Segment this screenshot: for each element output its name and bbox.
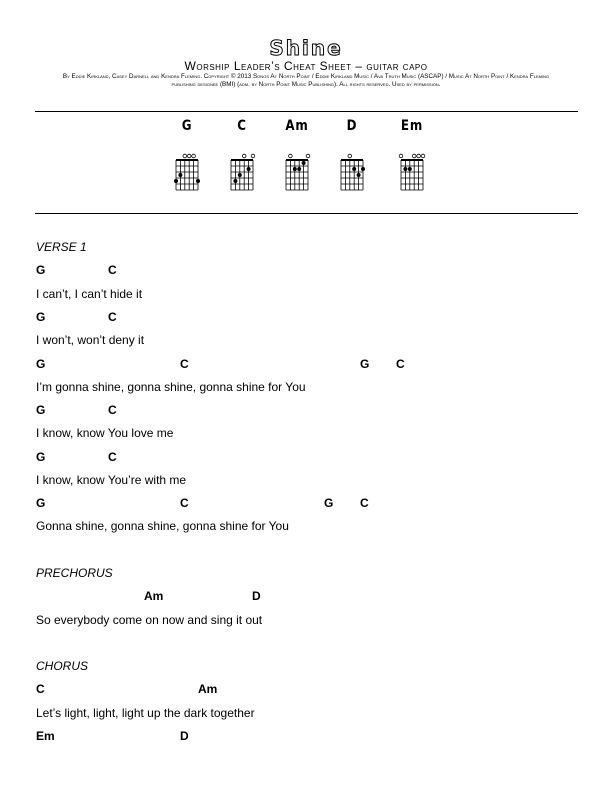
chord-diagram-am [277,118,317,192]
chord-chart [227,152,257,192]
chord: G [36,263,46,277]
chord: C [108,450,117,464]
lyric-line: I can’t, I can’t hide it [36,287,143,301]
subtitle: Worship Leader’s Cheat Sheet – guitar capo [184,59,428,73]
lyric-line: Let’s light, light, light up the dark together [36,706,255,720]
copyright-credits: By Eddie Kirkland, Casey Darnell and Kendra Fleming. Copyright © 2013 Songs At North Point / Eddie Kirkland Music / Ava Truth Music (ASCAP) / Music At North Point / Kendra Fleming publishing designee (BMI) (adm. by North Point Music Publishing). All rights reserved. Used by permission. [62,73,550,88]
chord-chart [337,152,367,192]
lyric-line: I won’t, won’t deny it [36,333,145,347]
chord: C [108,263,117,277]
chord-diagram-name: Em [400,118,424,134]
chord: C [180,496,189,510]
chord: G [36,496,46,510]
chord: G [36,310,46,324]
chord: G [36,450,46,464]
chord-diagram-em [392,118,432,192]
chord: G [36,403,46,417]
chord: C [108,310,117,324]
lyric-line: I know, know You’re with me [36,473,187,487]
song-title: Shine [269,36,343,60]
chord-diagram-name: D [346,118,358,134]
lyric-line: I’m gonna shine, gonna shine, gonna shine for You [36,380,306,394]
chord: G [324,496,334,510]
chord-diagrams [0,118,612,198]
chord-diagram-g [167,118,207,192]
chord: C [360,496,369,510]
chord: C [396,357,405,371]
chord: Am [144,589,164,603]
chord-diagram-name: G [181,118,193,134]
chord: C [36,682,45,696]
lyric-line: I know, know You love me [36,426,174,440]
chord: D [180,729,189,743]
chord-chart [397,152,427,192]
section-label-verse: VERSE 1 [36,240,87,254]
lyric-line: So everybody come on now and sing it out [36,613,263,627]
lyric-line: Gonna shine, gonna shine, gonna shine for You [36,519,289,533]
chord-diagram-c [222,118,262,192]
section-label-chorus: CHORUS [36,659,89,673]
chord-diagram-name: C [237,118,247,134]
top-divider [35,111,578,112]
chord: Am [198,682,218,696]
chord: D [252,589,261,603]
chord-chart [172,152,202,192]
chord-diagram-d [332,118,372,192]
chord-chart [282,152,312,192]
bottom-divider [35,213,578,214]
chord: C [108,403,117,417]
chord: C [180,357,189,371]
chord: G [360,357,370,371]
chord: Em [36,729,55,743]
chord-diagram-name: Am [285,118,309,134]
chord: G [36,357,46,371]
section-label-prechorus: PRECHORUS [36,566,113,580]
